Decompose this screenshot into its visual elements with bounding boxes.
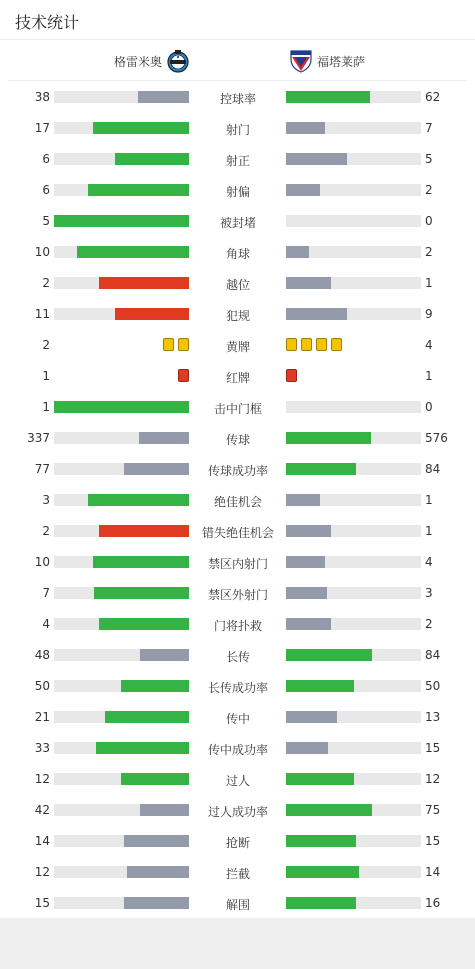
away-stat-value: 16 (425, 896, 441, 910)
away-stat-bar (286, 649, 421, 661)
home-stat-value: 6 (42, 152, 50, 166)
stat-row (0, 397, 475, 417)
stat-label: 过人成功率 (207, 805, 268, 819)
stat-row (0, 738, 475, 758)
home-stat-bar-fill (54, 401, 189, 413)
red-card-icon (286, 369, 297, 382)
stat-label: 越位 (225, 278, 250, 292)
home-stat-bar-fill (140, 804, 189, 816)
away-stat-value: 84 (425, 462, 441, 476)
home-stat-bar (54, 153, 189, 165)
teams-header (8, 40, 467, 81)
away-stat-bar-fill (286, 432, 371, 444)
home-stat-bar (54, 401, 189, 413)
away-stat-bar (286, 494, 421, 506)
stat-label: 门将扑救 (213, 619, 262, 633)
away-stat-bar-fill (286, 91, 370, 103)
away-stat-bar-fill (286, 835, 356, 847)
home-stat-bar (54, 525, 189, 537)
home-stat-bar-fill (121, 773, 189, 785)
home-stat-value: 2 (42, 338, 50, 352)
stat-label: 角球 (225, 247, 250, 261)
stat-label: 犯规 (225, 309, 250, 323)
stat-row (0, 707, 475, 727)
away-stat-bar-fill (286, 277, 331, 289)
away-stat-bar (286, 401, 421, 413)
stat-row (0, 149, 475, 169)
away-stat-bar-fill (286, 463, 356, 475)
page-title: 技术统计 (15, 13, 80, 32)
stat-label: 禁区外射门 (207, 588, 268, 602)
home-cards (163, 338, 189, 352)
home-stat-bar-fill (94, 587, 189, 599)
gremio-crest-icon (167, 49, 189, 73)
away-stat-value: 12 (425, 772, 441, 786)
stat-row (0, 335, 475, 355)
home-stat-bar-fill (139, 432, 189, 444)
stat-label: 绝佳机会 (213, 495, 262, 509)
away-stat-bar-fill (286, 866, 359, 878)
away-stat-value: 1 (425, 276, 433, 290)
stat-row (0, 800, 475, 820)
away-stat-bar-fill (286, 494, 320, 506)
stat-label: 长传成功率 (207, 681, 268, 695)
away-stat-bar-fill (286, 773, 354, 785)
stat-row (0, 862, 475, 882)
home-stat-bar (54, 649, 189, 661)
away-stat-bar (286, 680, 421, 692)
home-stat-value: 1 (42, 369, 50, 383)
home-stat-value: 77 (34, 462, 50, 476)
stat-row (0, 428, 475, 448)
stat-label: 射偏 (225, 185, 250, 199)
home-stat-bar (54, 432, 189, 444)
home-stat-bar-fill (115, 153, 189, 165)
home-stat-bar-fill (99, 618, 189, 630)
away-stat-value: 15 (425, 741, 441, 755)
away-stat-bar (286, 618, 421, 630)
stat-label: 射正 (225, 154, 250, 168)
away-stat-bar (286, 556, 421, 568)
away-stat-bar (286, 742, 421, 754)
stat-row (0, 304, 475, 324)
stat-row (0, 552, 475, 572)
stat-row (0, 769, 475, 789)
home-stat-bar-fill (105, 711, 189, 723)
stat-row (0, 676, 475, 696)
home-stat-value: 38 (34, 90, 50, 104)
stat-label: 红牌 (225, 371, 250, 385)
stat-label: 控球率 (219, 92, 256, 106)
home-stat-value: 12 (34, 772, 50, 786)
away-stat-bar-fill (286, 153, 347, 165)
yellow-card-icon (178, 338, 189, 351)
home-stat-bar-fill (99, 277, 189, 289)
home-stat-bar-fill (121, 680, 189, 692)
stat-row (0, 831, 475, 851)
away-stat-bar (286, 91, 421, 103)
away-stat-value: 2 (425, 183, 433, 197)
stat-label: 击中门框 (213, 402, 262, 416)
away-team[interactable] (290, 50, 365, 72)
away-cards (286, 369, 297, 383)
away-stat-bar-fill (286, 804, 372, 816)
home-team[interactable] (114, 50, 189, 72)
home-stat-value: 12 (34, 865, 50, 879)
away-stat-bar-fill (286, 649, 372, 661)
away-stat-bar-fill (286, 587, 327, 599)
away-stat-value: 50 (425, 679, 441, 693)
stat-row (0, 583, 475, 603)
stat-label: 被封堵 (219, 216, 256, 230)
stat-row (0, 242, 475, 262)
home-stat-bar (54, 122, 189, 134)
away-stat-bar (286, 463, 421, 475)
away-stat-bar-fill (286, 897, 356, 909)
away-stat-value: 4 (425, 555, 433, 569)
home-stat-value: 2 (42, 524, 50, 538)
home-stat-bar (54, 742, 189, 754)
away-stat-bar (286, 804, 421, 816)
home-stat-bar (54, 184, 189, 196)
stat-label: 拦截 (225, 867, 250, 881)
home-stat-bar (54, 773, 189, 785)
away-stat-bar-fill (286, 618, 331, 630)
stat-label: 传球成功率 (207, 464, 268, 478)
home-stat-bar-fill (96, 742, 189, 754)
stat-label: 传中成功率 (207, 743, 268, 757)
yellow-card-icon (286, 338, 297, 351)
stat-row (0, 87, 475, 107)
away-stat-bar-fill (286, 680, 354, 692)
away-stat-value: 4 (425, 338, 433, 352)
yellow-card-icon (301, 338, 312, 351)
stat-row (0, 366, 475, 386)
home-stat-bar-fill (124, 897, 189, 909)
away-stat-bar-fill (286, 711, 337, 723)
away-stat-bar (286, 711, 421, 723)
yellow-card-icon (316, 338, 327, 351)
stat-row (0, 490, 475, 510)
stat-row (0, 118, 475, 138)
away-stat-value: 75 (425, 803, 441, 817)
red-card-icon (178, 369, 189, 382)
home-stat-value: 10 (34, 245, 50, 259)
home-stat-bar (54, 680, 189, 692)
away-stat-value: 14 (425, 865, 441, 879)
home-stat-bar (54, 215, 189, 227)
away-stat-value: 2 (425, 617, 433, 631)
home-stat-bar (54, 556, 189, 568)
home-stat-bar-fill (124, 463, 189, 475)
stat-row (0, 273, 475, 293)
away-stat-value: 5 (425, 152, 433, 166)
home-stat-value: 5 (42, 214, 50, 228)
away-stat-bar (286, 525, 421, 537)
home-stat-bar-fill (54, 215, 189, 227)
stat-label: 抢断 (225, 836, 250, 850)
home-stat-bar (54, 494, 189, 506)
away-stat-bar (286, 897, 421, 909)
stat-row (0, 614, 475, 634)
home-stat-value: 6 (42, 183, 50, 197)
stat-label: 禁区内射门 (207, 557, 268, 571)
away-stat-bar (286, 122, 421, 134)
home-stat-value: 2 (42, 276, 50, 290)
home-stat-bar-fill (77, 246, 189, 258)
away-stat-bar (286, 866, 421, 878)
home-stat-value: 10 (34, 555, 50, 569)
home-stat-bar-fill (88, 494, 189, 506)
home-stat-bar (54, 308, 189, 320)
away-stat-value: 0 (425, 214, 433, 228)
away-stat-bar-fill (286, 308, 347, 320)
away-stat-bar-fill (286, 556, 325, 568)
yellow-card-icon (331, 338, 342, 351)
home-stat-bar (54, 866, 189, 878)
yellow-card-icon (163, 338, 174, 351)
away-stat-value: 1 (425, 524, 433, 538)
away-stat-value: 13 (425, 710, 441, 724)
home-stat-bar (54, 246, 189, 258)
away-stat-bar (286, 277, 421, 289)
stat-label: 错失绝佳机会 (201, 526, 274, 540)
stat-row (0, 521, 475, 541)
home-team-name: 格雷米奥 (113, 54, 162, 69)
away-stat-bar (286, 432, 421, 444)
home-stat-bar (54, 91, 189, 103)
home-stat-value: 4 (42, 617, 50, 631)
away-stat-bar (286, 246, 421, 258)
home-stat-value: 50 (34, 679, 50, 693)
home-stat-bar-fill (99, 525, 189, 537)
home-stat-bar (54, 587, 189, 599)
away-stat-bar (286, 215, 421, 227)
away-stat-bar (286, 153, 421, 165)
away-stat-value: 15 (425, 834, 441, 848)
stat-row (0, 645, 475, 665)
home-stat-value: 21 (34, 710, 50, 724)
home-stat-bar-fill (93, 556, 189, 568)
home-stat-bar-fill (140, 649, 189, 661)
away-stat-bar-fill (286, 184, 320, 196)
home-stat-value: 14 (34, 834, 50, 848)
away-cards (286, 338, 342, 352)
away-stat-bar (286, 308, 421, 320)
home-stat-value: 7 (42, 586, 50, 600)
away-stat-bar-fill (286, 122, 325, 134)
home-stat-bar-fill (138, 91, 189, 103)
fortaleza-crest-icon (290, 49, 312, 73)
home-stat-bar-fill (127, 866, 189, 878)
home-stat-value: 17 (34, 121, 50, 135)
home-stat-bar-fill (115, 308, 189, 320)
home-stat-bar (54, 463, 189, 475)
stat-row (0, 211, 475, 231)
away-stat-value: 7 (425, 121, 433, 135)
home-stat-value: 15 (34, 896, 50, 910)
stat-label: 黄牌 (225, 340, 250, 354)
away-stat-bar (286, 835, 421, 847)
home-stat-value: 1 (42, 400, 50, 414)
home-stat-bar (54, 618, 189, 630)
home-stat-value: 33 (34, 741, 50, 755)
away-team-name: 福塔莱萨 (317, 54, 366, 69)
stat-label: 传中 (225, 712, 250, 726)
home-stat-bar (54, 804, 189, 816)
away-stat-value: 84 (425, 648, 441, 662)
away-stat-value: 2 (425, 245, 433, 259)
away-stat-value: 3 (425, 586, 433, 600)
stat-label: 传球 (225, 433, 250, 447)
home-cards (178, 369, 189, 383)
away-stat-bar (286, 184, 421, 196)
home-stat-value: 11 (34, 307, 50, 321)
home-stat-bar-fill (124, 835, 189, 847)
home-stat-bar (54, 897, 189, 909)
away-stat-value: 9 (425, 307, 433, 321)
stat-label: 过人 (225, 774, 250, 788)
stat-label: 解围 (225, 898, 250, 912)
home-stat-value: 42 (34, 803, 50, 817)
home-stat-bar (54, 277, 189, 289)
away-stat-value: 0 (425, 400, 433, 414)
home-stat-bar-fill (88, 184, 189, 196)
away-stat-value: 576 (425, 431, 448, 445)
stat-label: 长传 (225, 650, 250, 664)
stat-label: 射门 (225, 123, 250, 137)
away-stat-value: 1 (425, 369, 433, 383)
away-stat-bar (286, 773, 421, 785)
home-stat-value: 337 (27, 431, 50, 445)
away-stat-bar-fill (286, 525, 331, 537)
home-stat-value: 48 (34, 648, 50, 662)
away-stat-value: 1 (425, 493, 433, 507)
away-stat-value: 62 (425, 90, 441, 104)
panel-header (0, 0, 475, 40)
stat-row (0, 893, 475, 913)
away-stat-bar-fill (286, 246, 309, 258)
away-stat-bar (286, 587, 421, 599)
stat-row (0, 459, 475, 479)
stat-row (0, 180, 475, 200)
home-stat-bar (54, 711, 189, 723)
home-stat-value: 3 (42, 493, 50, 507)
home-stat-bar-fill (93, 122, 189, 134)
away-stat-bar-fill (286, 742, 328, 754)
home-stat-bar (54, 835, 189, 847)
